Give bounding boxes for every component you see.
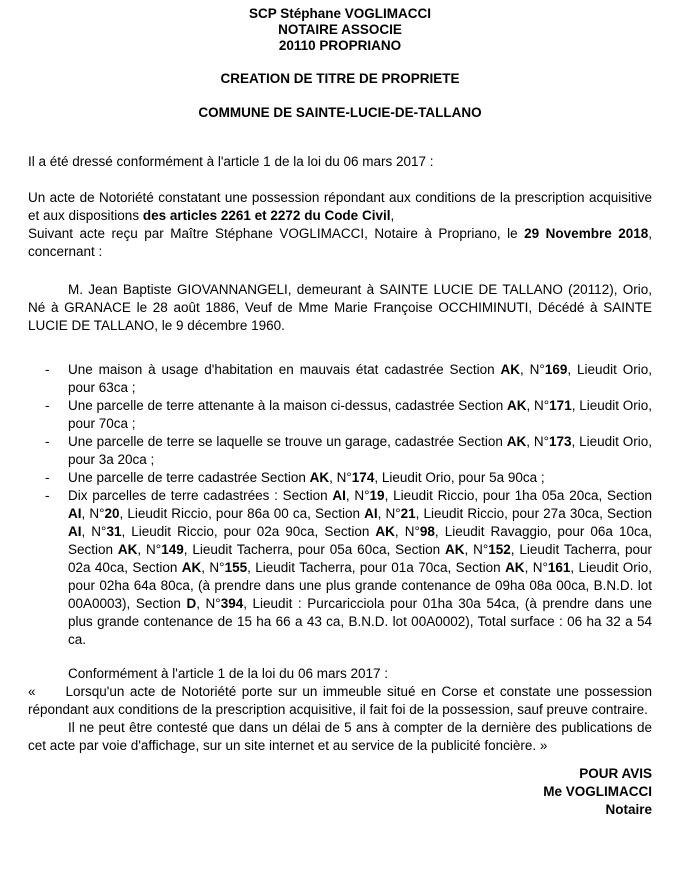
text-run: , N° <box>81 506 105 521</box>
text-run-bold: 173 <box>548 434 572 449</box>
text-run-bold: 29 Novembre 2018 <box>524 226 649 241</box>
commune-title: COMMUNE DE SAINTE-LUCIE-DE-TALLANO <box>198 105 482 120</box>
text-run: , N° <box>464 542 489 557</box>
text-run: , Lieudit Ravaggio, pour 06a 10ca, Section <box>68 524 653 557</box>
text-run-bold: AK <box>505 560 525 575</box>
document-body <box>28 153 652 755</box>
text-run: M. Jean Baptiste GIOVANNANGELI, demeurant à SAINTE LUCIE DE TALLANO (20112), Orio, Né à GRANACE le 28 août 1886, Veuf de Mme Marie Françoise OCCHIMINUTI, Décédé à SAINTE LUCIE DE TALLANO, le 9 décembre 1960. <box>28 282 652 333</box>
bullet-dash: - <box>45 434 50 449</box>
text-run: , concernant : <box>28 226 652 259</box>
document-title: CREATION DE TITRE DE PROPRIETE <box>220 71 460 86</box>
office-role: NOTAIRE ASSOCIE <box>278 22 402 37</box>
bullet-dash: - <box>45 362 50 377</box>
text-run: Une maison à usage d'habitation en mauvais état cadastrée Section <box>68 362 501 377</box>
text-run-bold: AK <box>500 362 521 377</box>
para-suivant-acte <box>28 225 652 261</box>
text-run-bold: 98 <box>419 524 435 539</box>
list-item-maison <box>28 361 652 397</box>
text-run: , Lieudit Tacherra, pour 05a 60ca, Section <box>183 542 445 557</box>
text-run-bold: 155 <box>224 560 248 575</box>
text-run: , Lieudit Riccio, pour 27a 30ca, Section <box>415 506 652 521</box>
text-run: , Lieudit Riccio, pour 02a 90ca, Section <box>121 524 376 539</box>
text-run: , Lieudit Tacherra, pour 02a 40ca, Section <box>68 542 652 575</box>
text-run-bold: AI <box>68 506 82 521</box>
text-run-bold: AK <box>507 398 527 413</box>
para-acte-notoriete <box>28 189 652 225</box>
para-personne <box>28 281 652 335</box>
list-item-parcelle-174 <box>28 469 652 487</box>
text-run: Une parcelle de terre attenante à la maison ci-dessus, cadastrée Section <box>68 398 508 413</box>
text-run-bold: 169 <box>544 362 568 377</box>
bullet-dash: - <box>45 470 50 485</box>
text-run-bold: 20 <box>104 506 120 521</box>
text-run: , N° <box>394 524 420 539</box>
text-run: , Lieudit Tacherra, pour 01a 70ca, Section <box>247 560 506 575</box>
text-run: , N° <box>526 398 550 413</box>
text-run-bold: 31 <box>106 524 122 539</box>
text-run-bold: 394 <box>220 596 244 611</box>
list-item-parcelle-attenante <box>28 397 652 433</box>
text-run: Un acte de Notoriété constatant une possession répondant aux conditions de la prescription acquisitive et aux dispositions <box>28 190 652 223</box>
text-run: , Lieudit Orio, pour 5a 90ca ; <box>374 470 545 485</box>
text-run-bold: 171 <box>549 398 572 413</box>
list-item-dix-parcelles <box>28 487 652 649</box>
text-run-bold: des articles 2261 et 2272 du Code Civil <box>142 208 391 223</box>
text-run: « <box>28 684 36 699</box>
text-run: , N° <box>329 470 352 485</box>
text-run: Suivant acte reçu par Maître Stéphane VOGLIMACCI, Notaire à Propriano, le <box>28 226 525 241</box>
text-run: , Lieudit : Purcaricciola pour 01ha 30a 54ca, (à prendre dans une plus grande contenance de 15 ha 66 a 43 ca, B.N.D. lot 00A0002), Total surface : 06 ha 32 a 54 ca. <box>68 596 652 647</box>
text-run: , Lieudit Orio, pour 3a 20ca ; <box>68 434 652 467</box>
text-run: Conformément à l'article 1 de la loi du 06 mars 2017 : <box>68 666 388 681</box>
bullet-dash: - <box>45 398 50 413</box>
text-run-bold: AK <box>309 470 330 485</box>
text-run: , N° <box>526 434 549 449</box>
text-run: Une parcelle de terre cadastrée Section <box>68 470 310 485</box>
text-run-bold: AI <box>364 506 378 521</box>
signature-pour-avis: POUR AVIS <box>579 766 652 781</box>
text-run-bold: 19 <box>369 488 385 503</box>
text-run-bold: D <box>186 596 197 611</box>
text-run: , N° <box>196 596 221 611</box>
text-run: , Lieudit Orio, pour 63ca ; <box>68 362 652 395</box>
signature-notary-title: Notaire <box>605 802 652 817</box>
text-run-bold: AK <box>444 542 465 557</box>
para-intro <box>28 153 652 171</box>
text-run: , N° <box>520 362 545 377</box>
text-run-bold: AI <box>332 488 346 503</box>
office-name: SCP Stéphane VOGLIMACCI <box>248 6 432 21</box>
bullet-dash: - <box>45 488 50 503</box>
signature-notary-name: Me VOGLIMACCI <box>543 784 652 799</box>
para-citation-ouverture <box>28 683 652 719</box>
text-run-bold: AK <box>375 524 395 539</box>
text-run: , N° <box>137 542 162 557</box>
text-run: , N° <box>377 506 401 521</box>
list-item-parcelle-garage <box>28 433 652 469</box>
text-run: Dix parcelles de terre cadastrées : Section <box>68 488 333 503</box>
text-run: , <box>390 208 395 223</box>
text-run-bold: AK <box>117 542 138 557</box>
text-run-bold: 161 <box>547 560 571 575</box>
text-run: , Lieudit Riccio, pour 1ha 05a 20ca, Section <box>384 488 653 503</box>
text-run-bold: AI <box>68 524 82 539</box>
text-run: Il a été dressé conformément à l'article 1 de la loi du 06 mars 2017 : <box>28 154 434 169</box>
document-header <box>28 6 652 121</box>
text-run: Il ne peut être contesté que dans un délai de 5 ans à compter de la dernière des publications de cet acte par voie d'affichage, sur un site internet et au service de la publicité foncière. » <box>28 720 652 753</box>
text-run-bold: AK <box>506 434 527 449</box>
text-run: , N° <box>524 560 548 575</box>
text-run-bold: 174 <box>351 470 375 485</box>
text-run-bold: 149 <box>161 542 184 557</box>
text-run-bold: 152 <box>488 542 511 557</box>
text-run: , Lieudit Orio, pour 02ha 64a 80ca, (à prendre dans une plus grande contenance de 09ha 08a 00ca, B.N.D. lot 00A0003), Section <box>68 560 652 611</box>
text-run: Lorsqu'un acte de Notoriété porte sur un immeuble situé en Corse et constate une possession répondant aux conditions de la prescription acquisitive, il fait foi de la possession, sauf preuve contraire. <box>28 684 652 717</box>
text-run: , Lieudit Riccio, pour 86a 00 ca, Section <box>119 506 365 521</box>
para-citation-delai <box>28 719 652 755</box>
text-run: , N° <box>201 560 225 575</box>
text-run-bold: 21 <box>400 506 416 521</box>
office-city: 20110 PROPRIANO <box>278 38 402 53</box>
text-run: , Lieudit Orio, pour 70ca ; <box>68 398 652 431</box>
text-run: , N° <box>81 524 107 539</box>
text-run-bold: AK <box>181 560 202 575</box>
para-conformement <box>28 665 652 683</box>
text-run: , N° <box>345 488 370 503</box>
text-run: Une parcelle de terre se laquelle se trouve un garage, cadastrée Section <box>68 434 507 449</box>
signature-block <box>28 765 652 819</box>
